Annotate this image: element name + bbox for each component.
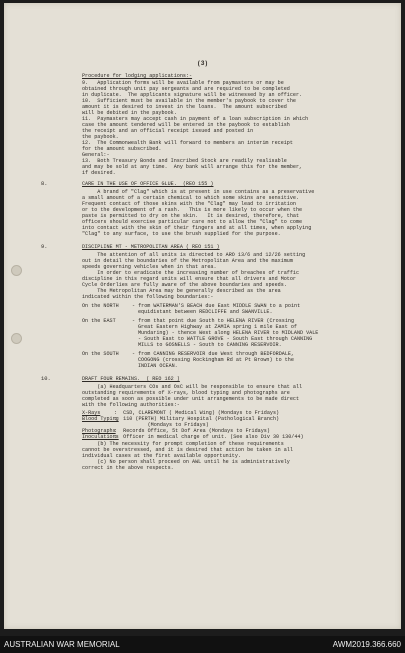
boundary-line: INDIAN OCEAN. [138, 363, 178, 369]
boundary-label: On the SOUTH [82, 351, 119, 357]
section-line: Frequent contact of those skins with the "Clag" may lead to irritation [82, 201, 296, 207]
footer-accession-number: AWM2019.366.660 [332, 640, 401, 649]
section-line: (b) The necessity for prompt completion of these requirements [82, 441, 284, 447]
section-line: into contact with the skin of their fingers and at all times, when applying [82, 225, 312, 231]
authority-label: Blood Typing [82, 416, 119, 422]
section-line: paste is permitted to dry on the skin. It is desired, therefore, that [82, 213, 300, 219]
procedure-line: General:- [82, 152, 110, 158]
procedure-line: if desired. [82, 170, 116, 176]
boundary-line: MILLS to GOSNELLS - South to CANNING RESERVOIR. [138, 342, 282, 348]
procedure-line: 9. Application forms will be available from paymasters or may be [82, 80, 284, 86]
boundary-label: On the NORTH [82, 303, 119, 309]
procedure-line: 12. The Commonwealth Bank will forward to members an interim receipt [82, 140, 293, 146]
authority-text: : Records Office, 5t Dof Area (Mondays to Fridays) [114, 428, 270, 434]
authority-label: Inoculations [82, 434, 119, 440]
boundary-line: - from that point due South to HELENA RIVER (Crossing [132, 318, 295, 324]
boundary-line: - from CANNING RESERVOIR due West through BEDFORDALE, [132, 351, 295, 357]
boundary-line: Mundaring) - thence West along HELENA RIVER to MIDLAND VALE [138, 330, 319, 336]
section-number: 10. [41, 376, 51, 382]
section-line: discipline in this regard units will ensure that all drivers and Motor [82, 276, 296, 282]
procedure-line: for the amount subscribed. [82, 146, 162, 152]
section-line: correct in the above respects. [82, 465, 174, 471]
footer-institution: AUSTRALIAN WAR MEMORIAL [4, 640, 120, 649]
authority-text: (Mondays to Fridays) [114, 422, 209, 428]
authority-label: Photographs [82, 428, 116, 434]
procedure-line: obtained through unit pay sergeants and are required to be completed [82, 86, 290, 92]
section-line: out in detail the boundaries of the Metropolitan Area and the maximum [82, 258, 293, 264]
boundary-line: Great Eastern Highway at ZAMIA spring 1 mile East of [138, 324, 297, 330]
page-number: (3) [197, 60, 209, 67]
section-line: a small amount of a certain chemical to which some skins are sensitive. [82, 195, 300, 201]
section-heading: CARE IN THE USE OF OFFICE GLUE. (REO 155 ) [82, 181, 214, 187]
boundary-line: equidistant between REDCLIFFE and SWANVILLE. [138, 309, 273, 315]
procedure-line: 13. Both Treasury Bonds and Inscribed Stock are readily realisable [82, 158, 287, 164]
procedure-line: 11. Paymasters may accept cash in payment of a loan subscription in which [82, 116, 309, 122]
section-line: cannot be overstressed, and it is desired that action be taken in all [82, 447, 293, 453]
section-heading: DISCIPLINE MT - METROPOLITAN AREA ( REO 151 ) [82, 244, 220, 250]
authority-label: X-Rays [82, 410, 101, 416]
document-page [4, 3, 401, 629]
section-number: 8. [41, 181, 48, 187]
authority-text: : 110 (PERTH) Military Hospital (Pathological Branch) [114, 416, 280, 422]
section-line: "Clag" to any surface, to use the brush supplied for the purpose. [82, 231, 281, 237]
section-line: or to the development of a rash. This is more likely to occur when the [82, 207, 303, 213]
authority-text: : Officer in medical charge of unit. (See also Div 30 130/44) [114, 434, 304, 440]
section-line: officers should exercise particular care not to allow the "Clag" to come [82, 219, 303, 225]
section-line: individual cases at the first available opportunity. [82, 453, 241, 459]
punch-hole [11, 265, 22, 276]
section-line: The Metropolitan Area may be generally described as the area [82, 288, 281, 294]
section-line: indicated within the following boundaries:- [82, 294, 214, 300]
boundary-line: - South East to WATTLE GROVE - South East through CANNING [138, 336, 313, 342]
footer-bar [0, 636, 405, 653]
procedure-line: amount it is desired to invest in the loans. The amount subscribed [82, 104, 287, 110]
section-line: In order to eradicate the increasing number of breaches of traffic [82, 270, 300, 276]
section-line: The attention of all units is directed to ARO 13/6 and 12/26 setting [82, 252, 306, 258]
boundary-label: On the EAST [82, 318, 116, 324]
section-line: speeds governing vehicles when in that area. [82, 264, 217, 270]
section-number: 9. [41, 244, 48, 250]
procedure-line: the receipt and an official receipt issued and posted in [82, 128, 254, 134]
procedure-line: 10. Sufficient must be available in the member's paybook to cover the [82, 98, 296, 104]
section-line: A brand of "Clag" which is at present in use contains as a preservative [82, 189, 315, 195]
section-line: with the following authorities:- [82, 402, 180, 408]
punch-hole [11, 333, 22, 344]
procedure-line: the paybook. [82, 134, 119, 140]
procedure-line: will be debited in the paybook. [82, 110, 177, 116]
section-line: Cycle Orderlies are fully aware of the above boundaries and speeds. [82, 282, 287, 288]
section-line: (a) Headquarters COs and OsC will be responsible to ensure that all [82, 384, 303, 390]
section-line: completed as soon as possible under unit arrangements to be made direct [82, 396, 300, 402]
procedure-heading: Procedure for lodging applications:- [82, 73, 193, 79]
section-line: outstanding requirements of X-rays, blood typing and photographs are [82, 390, 290, 396]
boundary-line: - from WATERMAN'S BEACH due East MIDDLE SWAN to a point [132, 303, 301, 309]
procedure-line: case the amount tendered will be entered in the paybook to establish [82, 122, 290, 128]
authority-text: : CSD, CLAREMONT ( Medical Wing) (Mondays to Fridays) [114, 410, 280, 416]
section-heading: DRAFT FOUR REMAINS. ( REO 162 ) [82, 376, 180, 382]
procedure-line: in duplicate. The applicants signature will be witnessed by an officer. [82, 92, 303, 98]
section-line: (c) No person shall proceed on AWL until he is administratively [82, 459, 290, 465]
boundary-line: COOGONG (crossing Rockingham Rd at Pt Brown) to the [138, 357, 294, 363]
procedure-line: and may be sold at any time. Any bank will arrange this for the member, [82, 164, 303, 170]
